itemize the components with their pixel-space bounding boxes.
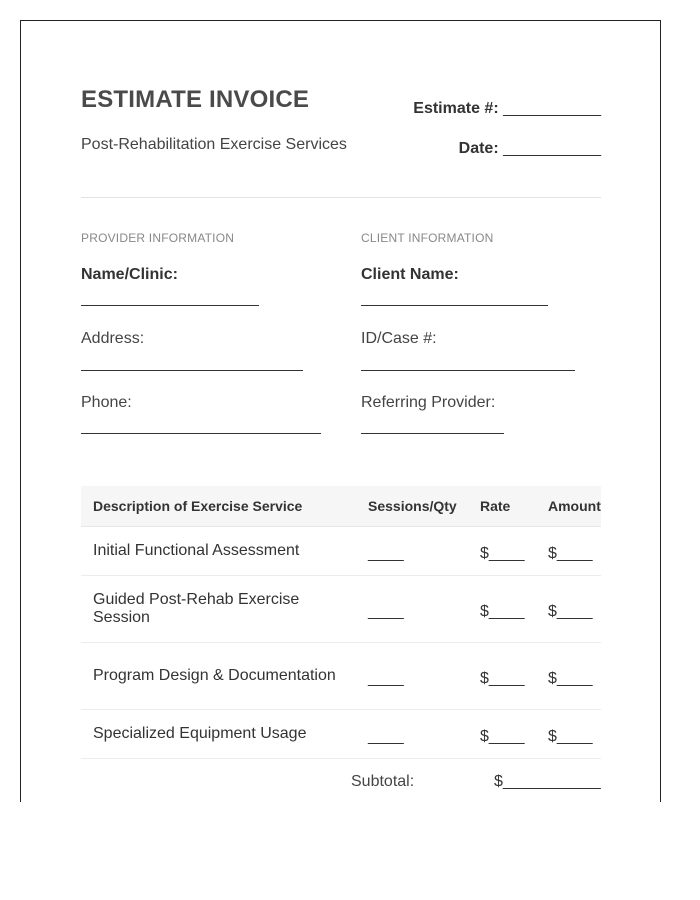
client-name-label: Client Name:	[361, 266, 459, 283]
estimate-number-blank[interactable]: ___________	[503, 100, 601, 117]
row-rate-blank[interactable]: $____	[468, 576, 536, 643]
row-qty-blank[interactable]: ____	[356, 710, 468, 759]
row-amount-blank[interactable]: $____	[536, 527, 601, 576]
row-rate-blank[interactable]: $____	[468, 527, 536, 576]
row-amount-blank[interactable]: $____	[536, 576, 601, 643]
col-rate-header: Rate	[468, 486, 536, 527]
client-name-line[interactable]	[361, 305, 548, 306]
page-subtitle: Post-Rehabilitation Exercise Services	[81, 136, 347, 153]
referring-provider-line[interactable]	[361, 433, 504, 434]
row-amount-blank[interactable]: $____	[536, 710, 601, 759]
table-row	[81, 527, 601, 576]
row-description: Guided Post-Rehab Exercise Session	[81, 576, 356, 643]
row-description: Initial Functional Assessment	[81, 527, 356, 576]
referring-provider-label: Referring Provider:	[361, 394, 496, 411]
col-description-header: Description of Exercise Service	[81, 486, 356, 527]
row-description: Program Design & Documentation	[81, 643, 356, 710]
provider-name-line[interactable]	[81, 305, 259, 306]
row-qty-blank[interactable]: ____	[356, 576, 468, 643]
provider-address-label: Address:	[81, 330, 145, 347]
estimate-number-label: Estimate #:	[413, 100, 499, 117]
row-qty-blank[interactable]: ____	[356, 643, 468, 710]
provider-heading: PROVIDER INFORMATION	[81, 231, 235, 245]
subtotal-blank[interactable]: $___________	[494, 773, 601, 790]
client-id-line[interactable]	[361, 370, 575, 371]
row-amount-blank[interactable]: $____	[536, 643, 601, 710]
table-row	[81, 643, 601, 710]
header-divider	[81, 197, 601, 198]
date-field[interactable]	[459, 140, 601, 158]
subtotal-label: Subtotal:	[351, 773, 415, 790]
col-qty-header: Sessions/Qty	[356, 486, 468, 527]
client-heading: CLIENT INFORMATION	[361, 231, 494, 245]
row-qty-blank[interactable]: ____	[356, 527, 468, 576]
provider-phone-line[interactable]	[81, 433, 321, 434]
provider-phone-label: Phone:	[81, 394, 132, 411]
col-amount-header: Amount	[536, 486, 601, 527]
row-rate-blank[interactable]: $____	[468, 643, 536, 710]
provider-address-line[interactable]	[81, 370, 303, 371]
row-description: Specialized Equipment Usage	[81, 710, 356, 759]
estimate-number-field[interactable]	[413, 100, 601, 118]
provider-name-label: Name/Clinic:	[81, 266, 178, 283]
table-row	[81, 576, 601, 643]
table-header-row	[81, 486, 601, 527]
client-id-label: ID/Case #:	[361, 330, 437, 347]
table-row	[81, 710, 601, 759]
row-rate-blank[interactable]: $____	[468, 710, 536, 759]
services-table	[81, 486, 601, 759]
date-blank[interactable]: ___________	[503, 140, 601, 157]
date-label: Date:	[458, 140, 499, 157]
page-title: ESTIMATE INVOICE	[81, 86, 310, 113]
